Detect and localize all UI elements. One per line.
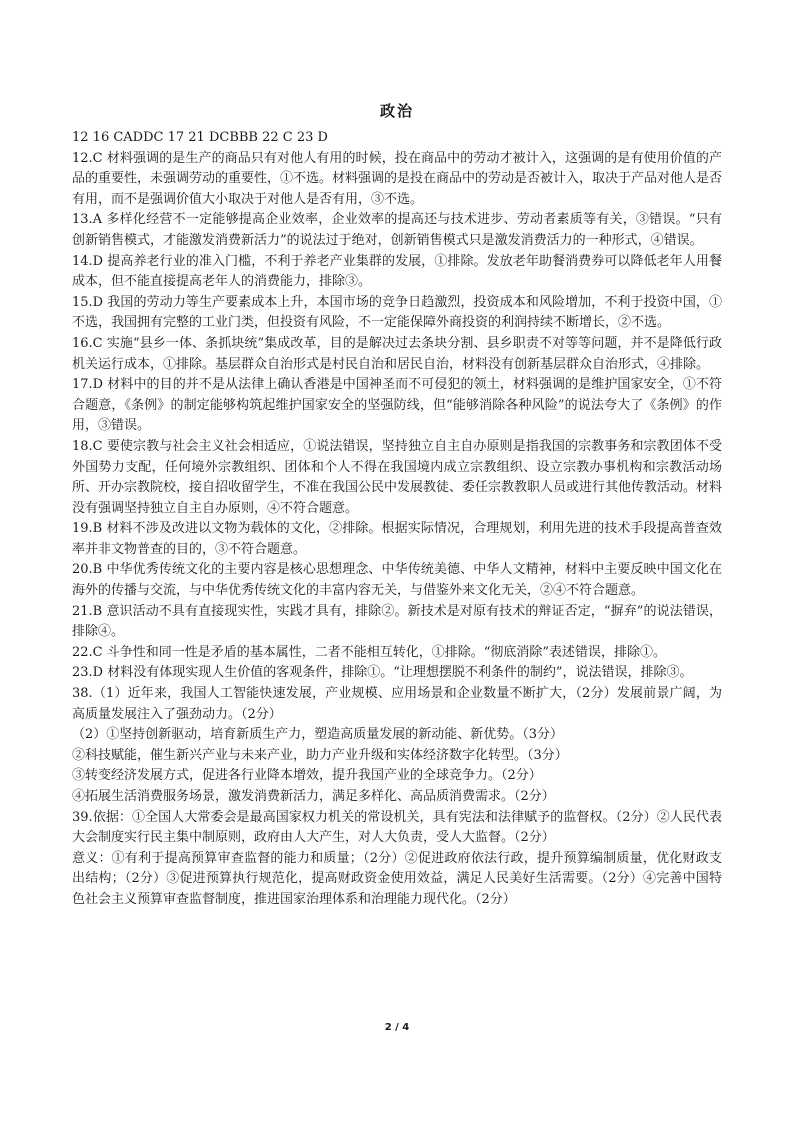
answer-12: 12.C 材料强调的是生产的商品只有对他人有用的时候，投在商品中的劳动才被计入，这强调的是有使用价值的产品的重要性，未强调劳动的重要性，①不选。材料强调的是投在商品中的劳动是否被计入，取决于产品对他人是否有用，而不是强调价值大小取决于对他人是否有用，③不选。 (72, 150, 723, 207)
answer-17: 17.D 材料中的目的并不是从法律上确认香港是中国神圣而不可侵犯的领土，材料强调的是维护国家安全，①不符合题意，《条例》的制定能够构筑起维护国家安全的坚强防线，但“能够消除各种风险”的说法夸大了《条例》的作用，③错误。 (72, 377, 722, 434)
answer-19: 19.B 材料不涉及改进以文物为载体的文化，②排除。根据实际情况，合理规划，利用先进的技术手段提高普查效率并非文物普查的目的，③不符合题意。 (72, 521, 722, 557)
answer-20: 20.B 中华优秀传统文化的主要内容是核心思想理念、中华传统美德、中华人文精神，材料中主要反映中国文化在海外的传播与交流，与中华优秀传统文化的丰富内容无关，与借鉴外来文化无关，②④不符合题意。 (72, 562, 722, 599)
answer-14: 14.D 提高养老行业的准入门槛，不利于养老产业集群的发展，①排除。发放老年助餐消费券可以降低老年人用餐成本，但不能直接提高老年人的消费能力，排除③。 (72, 253, 722, 290)
answer-38-1: 38.（1）近年来，我国人工智能快速发展，产业规模、应用场景和企业数量不断扩大，（2分）发展前景广阔，为高质量发展注入了强劲动力。（2分） (72, 686, 722, 722)
answer-22: 22.C 斗争性和同一性是矛盾的基本属性，二者不能相互转化，①排除。“彻底消除”表述错误，排除①。 (72, 644, 667, 660)
answer-15: 15.D 我国的劳动力等生产要素成本上升，本国市场的竞争日趋激烈，投资成本和风险增加，不利于投资中国，①不选，我国拥有完整的工业门类，但投资有风险，不一定能保障外商投资的利润持续不断增长，②不选。 (72, 294, 722, 331)
answer-39-significance: 意义：①有利于提高预算审查监督的能力和质量；（2分）②促进政府依法行政，提升预算编制质量，优化财政支出结构；（2分）③促进预算执行规范化，提高财政资金使用效益，满足人民美好生活需要。（2分）④完善中国特色社会主义预算审查监督制度，推进国家治理体系和治理能力现代化。（2分） (72, 850, 722, 907)
answer-38-2: （2）①坚持创新驱动，培育新质生产力，塑造高质量发展的新动能、新优势。（3分） (72, 727, 564, 743)
answer-39-basis: 39.依据：①全国人大常委会是最高国家权力机关的常设机关，具有宪法和法律赋予的监督权。（2分）②人民代表大会制度实行民主集中制原则，政府由人大产生，对人大负责，受人大监督。（2分） (72, 809, 722, 846)
answer-body (72, 128, 722, 911)
answer-38-2-point3: ③转变经济发展方式，促进各行业降本增效，提升我国产业的全球竞争力。（2分） (72, 768, 542, 784)
page-number: 2 / 4 (384, 1022, 410, 1033)
page-title: 政治 (379, 102, 414, 120)
answer-38-2-point4: ④拓展生活消费服务场景，激发消费新活力，满足多样化、高品质消费需求。（2分） (72, 789, 555, 804)
answer-23: 23.D 材料没有体现实现人生价值的客观条件，排除①。“让理想摆脱不利条件的制约”，说法错误，排除③。 (72, 665, 693, 681)
answer-13: 13.A 多样化经营不一定能够提高企业效率，企业效率的提高还与技术进步、劳动者素质等有关，③错误。“只有创新销售模式，才能激发消费新活力”的说法过于绝对，创新销售模式只是激发消费活力的一种形式，④错误。 (72, 212, 722, 248)
answer-18: 18.C 要使宗教与社会主义社会相适应，①说法错误，坚持独立自主自办原则是指我国的宗教事务和宗教团体不受外国势力支配，任何境外宗教组织、团体和个人不得在我国境内成立宗教组织、设立宗教办事机构和宗教活动场所、开办宗教院校，接自招收留学生，不准在我国公民中发展教徒、委任宗教教职人员或进行其他传教活动。材料没有强调坚持独立自主自办原则，④不符合题意。 (72, 438, 723, 516)
answer-21: 21.B 意识活动不具有直接现实性，实践才具有，排除②。新技术是对原有技术的辩证否定，“摒弃”的说法错误，排除④。 (72, 603, 722, 640)
answer-38-2-point2: ②科技赋能，催生新兴产业与未来产业，助力产业升级和实体经济数字化转型。（3分） (72, 747, 568, 763)
answer-key-line: 12 16 CADDC 17 21 DCBBB 22 C 23 D (72, 130, 328, 145)
answer-16: 16.C 实施“县乡一体、条抓块统”集成改革，目的是解决过去条块分割、县乡职责不对等等问题，并不是降低行政机关运行成本，①排除。基层群众自治形式是村民自治和居民自治，材料没有创新基层群众自治形式，④排除。 (72, 335, 722, 372)
